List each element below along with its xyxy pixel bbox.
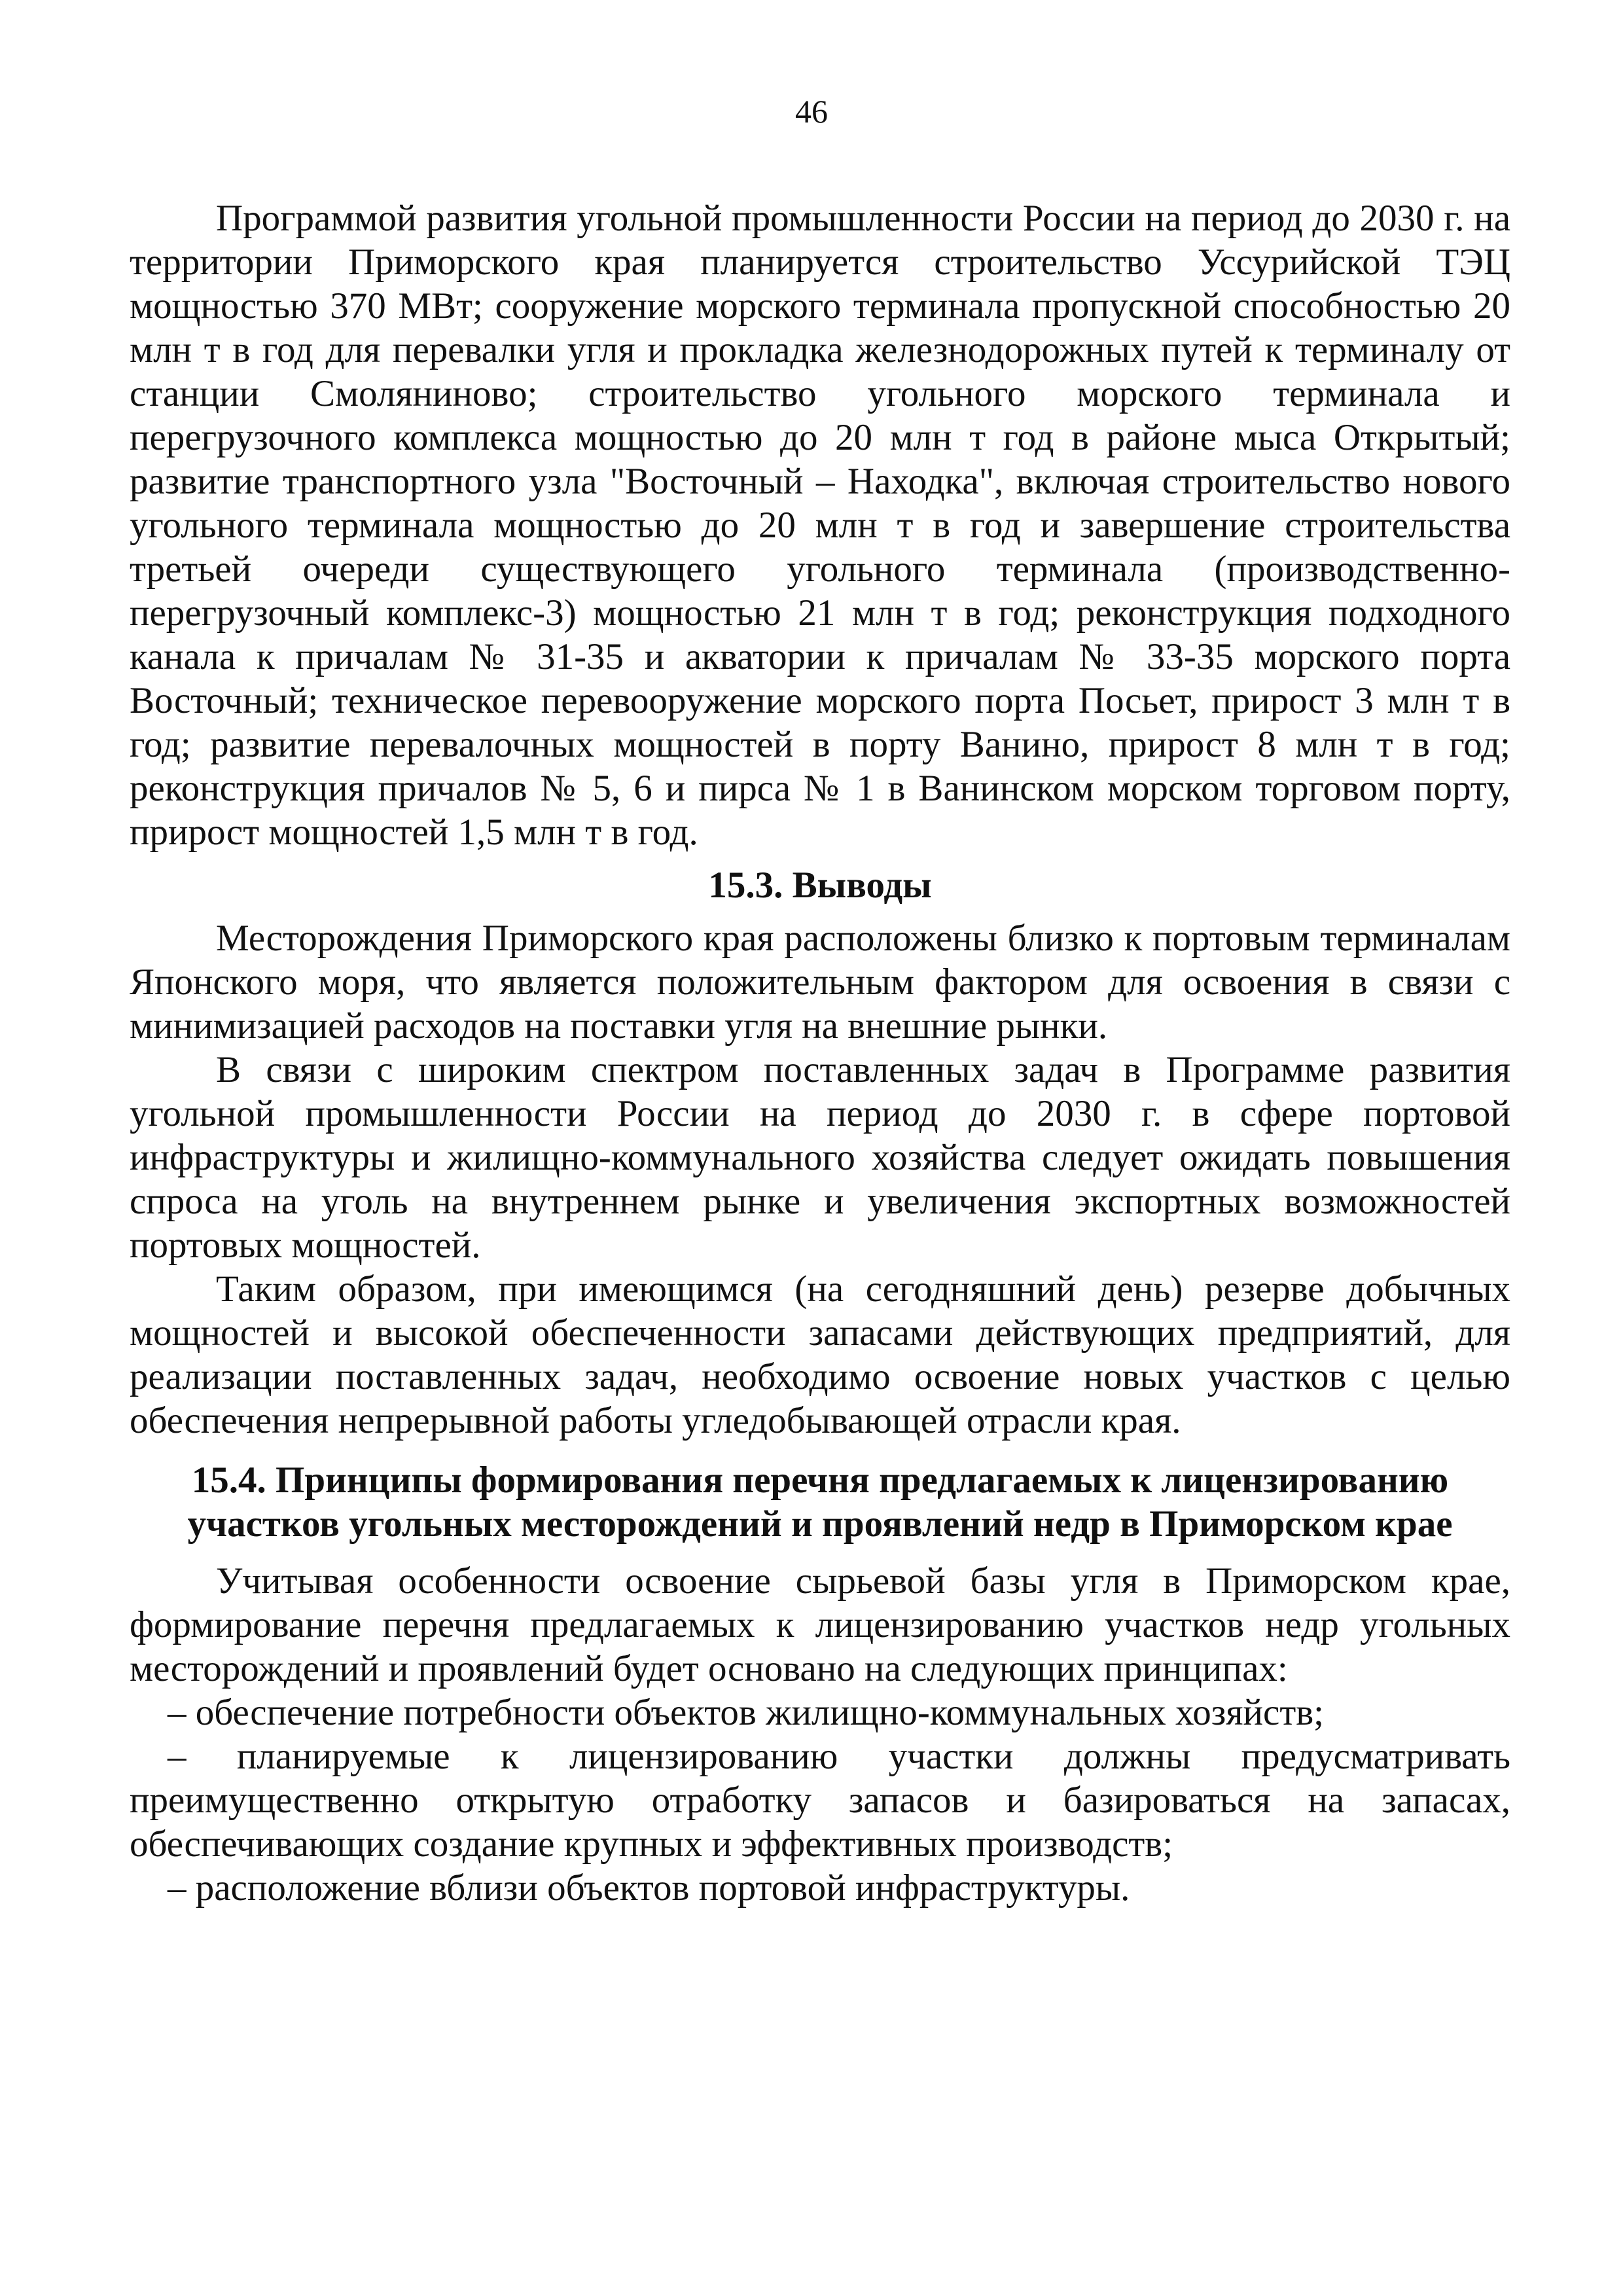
principle-list-item-2: – планируемые к лицензированию участки должны предусматривать преимущественно открытую отработку запасов и базироваться на запасах, обеспечивающих создание крупных и эффективных производств;	[130, 1736, 1510, 1865]
section-15-3-heading: 15.3. Выводы	[708, 865, 932, 906]
section-15-4-heading-line-1: 15.4. Принципы формирования перечня предлагаемых к лицензированию	[191, 1460, 1449, 1501]
principle-list-item-1: – обеспечение потребности объектов жилищно-коммунальных хозяйств;	[168, 1692, 1324, 1733]
section-15-4-heading-line-2: участков угольных месторождений и проявлений недр в Приморском крае	[187, 1503, 1453, 1545]
section-15-4-heading	[130, 1458, 1510, 1546]
page-number: 46	[795, 93, 828, 130]
page-content	[130, 196, 1510, 1910]
section-15-3-paragraph-1: Месторождения Приморского края расположены близко к портовым терминалам Японского моря, что является положительным фактором для освоения в связи с минимизацией расходов на поставки угля на внешние рынки.	[130, 918, 1510, 1047]
section-15-3-paragraph-2: В связи с широким спектром поставленных задач в Программе развития угольной промышленности России на период до 2030 г. в сфере портовой инфраструктуры и жилищно-коммунального хозяйства следует ожидать повышения спроса на уголь на внутреннем рынке и увеличения экспортных возможностей портовых мощностей.	[130, 1049, 1510, 1266]
principle-list-item-3: – расположение вблизи объектов портовой инфраструктуры.	[168, 1867, 1130, 1909]
section-15-3-paragraph-3: Таким образом, при имеющимся (на сегодняшний день) резерве добычных мощностей и высокой обеспеченности запасами действующих предприятий, для реализации поставленных задач, необходимо освоение новых участков с целью обеспечения непрерывной работы угледобывающей отрасли края.	[130, 1268, 1510, 1441]
intro-paragraph: Программой развития угольной промышленности России на период до 2030 г. на территории Приморского края планируется строительство Уссурийской ТЭЦ мощностью 370 МВт; сооружение морского терминала пропускной способностью 20 млн т в год для перевалки угля и прокладка железнодорожных путей к терминалу от станции Смоляниново; строительство угольного морского терминала и перегрузочного комплекса мощностью до 20 млн т год в районе мыса Открытый; развитие транспортного узла "Восточный – Находка", включая строительство нового угольного терминала мощностью до 20 млн т в год и завершение строительства третьей очереди существующего угольного терминала (производственно-перегрузочный комплекс-3) мощностью 21 млн т в год; реконструкция подходного канала к причалам № 31-35 и акватории к причалам № 33-35 морского порта Восточный; техническое перевооружение морского порта Посьет, прирост 3 млн т в год; развитие перевалочных мощностей в порту Ванино, прирост 8 млн т в год; реконструкция причалов № 5, 6 и пирса № 1 в Ванинском морском торговом порту, прирост мощностей 1,5 млн т в год.	[130, 198, 1510, 853]
section-15-4-intro: Учитывая особенности освоение сырьевой базы угля в Приморском крае, формирование перечня предлагаемых к лицензированию участков недр угольных месторождений и проявлений будет основано на следующих принципах:	[130, 1560, 1510, 1689]
